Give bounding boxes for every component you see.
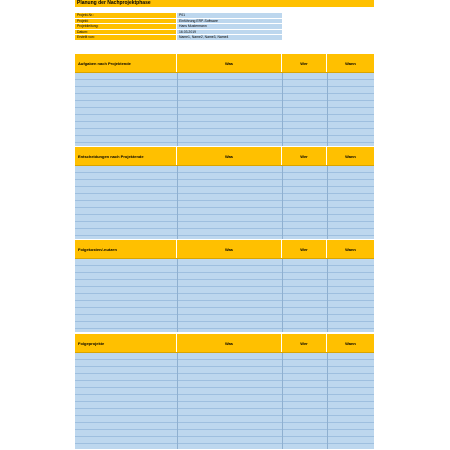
column-header-wer: Wer [282, 334, 327, 352]
column-header-was: Was [177, 54, 282, 72]
column-divider [177, 166, 178, 239]
project-info-table [75, 13, 282, 41]
info-row [75, 35, 282, 41]
info-label: Erstellt von: [75, 35, 176, 40]
grid-rows[interactable] [75, 259, 374, 332]
info-label: Datum: [75, 30, 176, 35]
section-header [75, 147, 374, 166]
column-header-was: Was [177, 240, 282, 258]
worksheet [75, 0, 374, 450]
section-heading: Folgeprojekte [75, 334, 177, 352]
column-divider [282, 353, 283, 449]
column-divider [327, 73, 328, 146]
section-heading: Entscheidungen nach Projektende [75, 147, 177, 165]
section-heading: Folgekosten/-nutzen [75, 240, 177, 258]
column-header-wer: Wer [282, 240, 327, 258]
column-divider [327, 353, 328, 449]
column-divider [177, 259, 178, 332]
info-value[interactable]: Hans Mustermann [176, 24, 282, 29]
section-heading: Aufgaben nach Projektende [75, 54, 177, 72]
section-input-grid[interactable] [75, 353, 374, 449]
section-input-grid[interactable] [75, 259, 374, 332]
column-header-was: Was [177, 334, 282, 352]
info-value[interactable]: P01 [176, 13, 282, 18]
section-header [75, 334, 374, 353]
section-folgekosten [75, 240, 374, 332]
column-header-wer: Wer [282, 147, 327, 165]
grid-rows[interactable] [75, 73, 374, 146]
section-header [75, 240, 374, 259]
column-divider [177, 353, 178, 449]
section-aufgaben [75, 54, 374, 146]
column-header-was: Was [177, 147, 282, 165]
info-value[interactable]: Einführung ERP-Software [176, 19, 282, 24]
sheet-title: Planung der Nachprojektphase [75, 0, 374, 7]
info-label: Projekt: [75, 19, 176, 24]
column-header-wann: Wann [345, 340, 356, 346]
info-label: Projekt-Nr.: [75, 13, 176, 18]
info-label: Projektleitung: [75, 24, 176, 29]
info-value[interactable]: Name1, Name2, Name3, Name4 [176, 35, 282, 40]
info-value[interactable]: 16.03.2019 [176, 30, 282, 35]
column-divider [282, 166, 283, 239]
column-divider [282, 259, 283, 332]
section-input-grid[interactable] [75, 73, 374, 146]
section-input-grid[interactable] [75, 166, 374, 239]
column-header-wann: Wann [345, 60, 356, 66]
column-divider [177, 73, 178, 146]
column-divider [282, 73, 283, 146]
column-header-wer: Wer [282, 54, 327, 72]
grid-rows[interactable] [75, 166, 374, 239]
column-divider [327, 166, 328, 239]
section-entscheidungen [75, 147, 374, 239]
column-header-wann: Wann [345, 246, 356, 252]
section-header [75, 54, 374, 73]
column-header-wann: Wann [345, 153, 356, 159]
section-folgeprojekte [75, 334, 374, 449]
column-divider [327, 259, 328, 332]
grid-rows[interactable] [75, 353, 374, 449]
